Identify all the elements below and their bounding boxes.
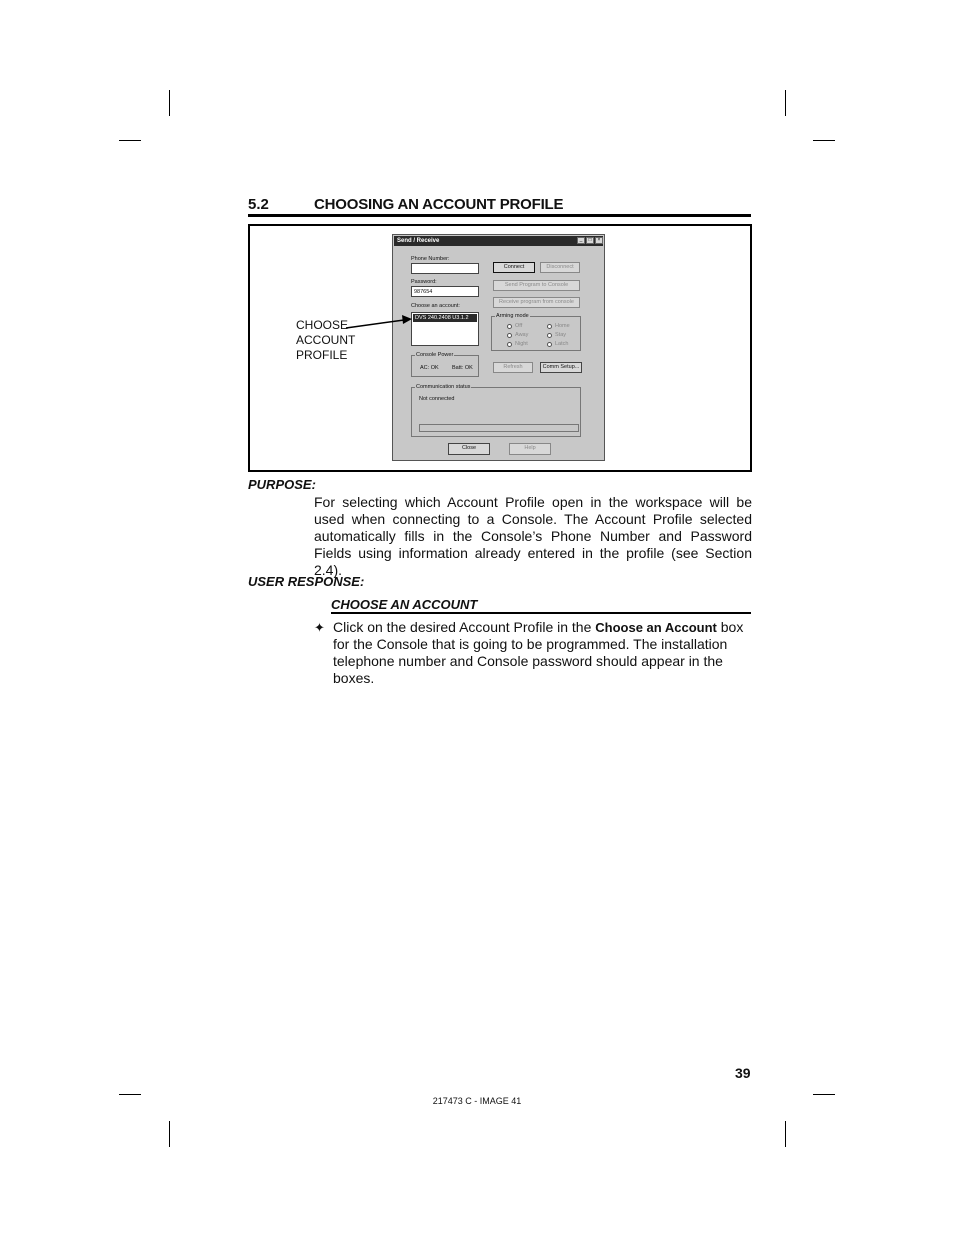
purpose-text: For selecting which Account Profile open in the workspace will be used when connecting to a Console. The Account Profile selected automatically fills in the Console’s Phone Number and Password Fields using information already entered in the profile (see Section 2.4). [314, 494, 752, 578]
crop-mark [119, 140, 141, 141]
page-number: 39 [735, 1065, 751, 1081]
account-list-item-selected[interactable]: DVS 240.2408 U3.1.2 [413, 314, 477, 322]
minimize-icon[interactable]: _ [577, 237, 585, 244]
close-button[interactable]: Close [448, 443, 490, 455]
callout-line: PROFILE [296, 348, 348, 362]
radio-stay-label: Stay [555, 332, 567, 338]
help-button[interactable]: Help [509, 443, 551, 455]
phone-number-label: Phone Number: [411, 256, 450, 262]
section-heading [248, 196, 751, 217]
console-power-label: Console Power [416, 352, 454, 358]
footer-code: 217473 C - IMAGE 41 [432, 1096, 522, 1106]
refresh-button[interactable]: Refresh [493, 362, 533, 373]
crop-mark [169, 90, 170, 116]
communication-status-text: Not connected [419, 396, 455, 402]
dialog-title: Send / Receive [397, 238, 440, 244]
section-title: CHOOSING AN ACCOUNT PROFILE [314, 196, 564, 213]
bullet-icon: ✦ [314, 620, 325, 635]
choose-account-subheading: CHOOSE AN ACCOUNT [331, 598, 751, 614]
crop-mark [785, 90, 786, 116]
callout-line: CHOOSE [296, 318, 349, 332]
purpose-heading: PURPOSE: [248, 477, 316, 492]
radio-night-label: Night [515, 341, 528, 347]
comm-setup-button[interactable]: Comm Setup... [540, 362, 582, 373]
connect-button[interactable]: Connect [493, 262, 535, 273]
crop-mark [785, 1121, 786, 1147]
receive-program-button[interactable]: Receive program from console [493, 297, 580, 308]
radio-off-label: Off [515, 323, 523, 329]
user-response-heading: USER RESPONSE: [248, 574, 365, 589]
bullet-text-part: box for the Console that is going to be programmed. The installation telephone number and Console password should appear in the boxes. [333, 619, 744, 686]
bullet-text-bold: Choose an Account [595, 620, 717, 635]
radio-away-label: Away [515, 332, 529, 338]
section-number: 5.2 [248, 196, 269, 213]
maximize-icon[interactable]: □ [586, 237, 594, 244]
radio-home-label: Home [555, 323, 570, 329]
ac-status: AC: OK [420, 365, 439, 371]
crop-mark [813, 140, 835, 141]
bullet-text-part: Click on the desired Account Profile in the [333, 619, 596, 635]
crop-mark [813, 1094, 835, 1095]
close-icon[interactable]: × [595, 237, 603, 244]
callout-line: ACCOUNT [296, 333, 356, 347]
arming-mode-label: Arming mode [496, 313, 529, 319]
callout-label [296, 318, 355, 363]
disconnect-button[interactable]: Disconnect [540, 262, 580, 273]
bullet-text [333, 619, 753, 687]
crop-mark [169, 1121, 170, 1147]
battery-status: Batt: OK [452, 365, 473, 371]
radio-latch-label: Latch [555, 341, 569, 347]
send-program-button[interactable]: Send Program to Console [493, 280, 580, 291]
password-input[interactable]: 987654 [411, 286, 479, 297]
communication-status-label: Communication status [416, 384, 471, 390]
password-label: Password: [411, 279, 437, 285]
choose-account-label: Choose an account: [411, 303, 460, 309]
crop-mark [119, 1094, 141, 1095]
